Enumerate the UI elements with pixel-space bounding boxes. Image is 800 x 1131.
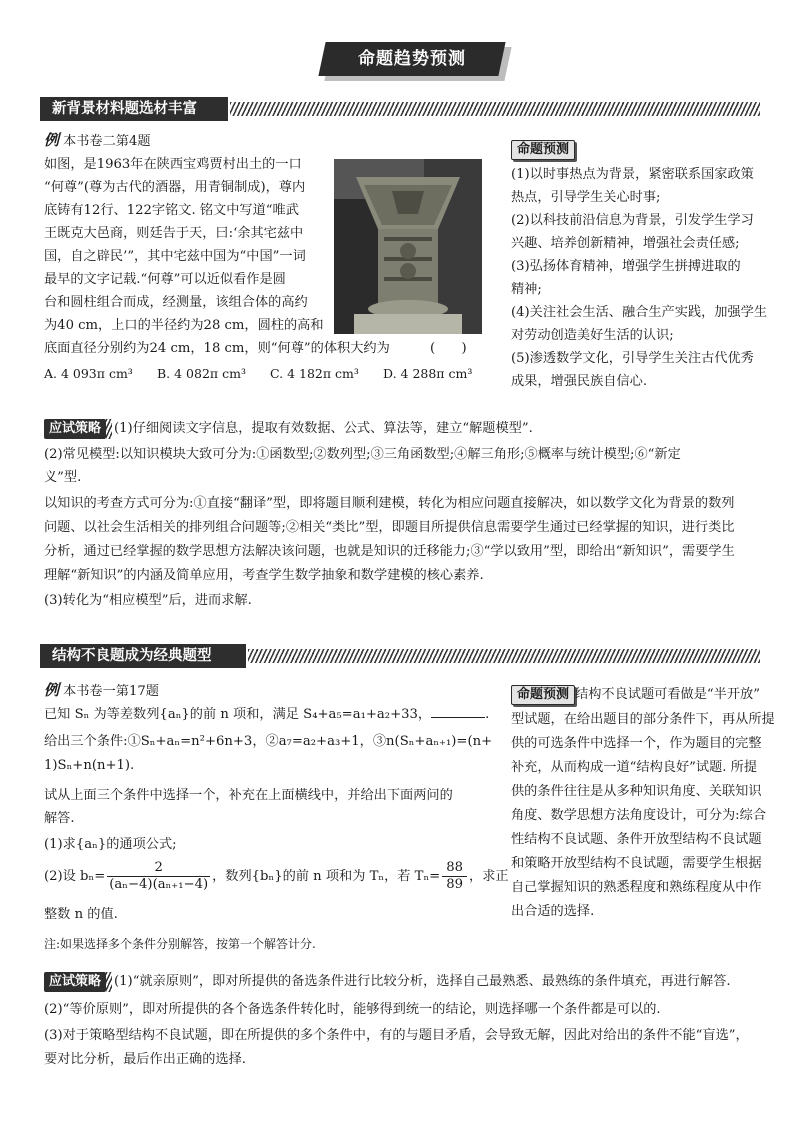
prediction-line: 性结构不良试题、条件开放型结构不良试题 (511, 832, 762, 847)
prediction-line: 供的条件往往是从多种知识角度、关联知识 (511, 784, 762, 799)
answer-blank (431, 706, 485, 718)
page-title: 命题趋势预测 (358, 49, 466, 69)
section1-heading: 新背景材料题选材丰富 (40, 97, 228, 121)
prediction-line: (2)以科技前沿信息为背景，引发学生学习 (511, 213, 754, 228)
prediction-line: 对劳动创造美好生活的认识; (511, 328, 674, 343)
strategy-line: (3)转化为“相应模型”后，进而求解. (44, 593, 252, 608)
problem-line: 底面直径分别约为24 cm，18 cm，则“何尊”的体积大约为 (44, 341, 390, 356)
answer-paren: ( ) (430, 341, 467, 356)
problem-line: 解答. (44, 811, 75, 826)
prediction-line: (5)渗透数学文化，引导学生关注古代优秀 (511, 351, 754, 366)
strategy-line: 问题、以社会生活相关的排列组合问题等;②相关“类比”型，即题目所提供信息需要学生通过已经掌握的知识，进行类比 (44, 520, 735, 535)
prediction-line: 热点，引导学生关心时事; (511, 190, 661, 205)
strategy-line: (2)“等价原则”，即对所提供的各个备选条件转化时，能够得到统一的结论，则选择哪一个条件都是可以的. (44, 1002, 661, 1017)
prediction-line: (3)弘扬体育精神，增强学生拼搏进取的 (511, 259, 741, 274)
question-2-line2: 整数 n 的值. (44, 907, 118, 922)
strategy-tag-stripe (106, 972, 112, 992)
prediction-line: 兴趣、培养创新精神，增强社会责任感; (511, 236, 740, 251)
option-a: A. 4 093π cm³ (44, 366, 133, 381)
answer-note: 注:如果选择多个条件分别解答，按第一个解答计分. (44, 937, 316, 951)
prediction-line: 出合适的选择. (511, 904, 595, 919)
problem-line: 底铸有12行、122字铭文. 铭文中写道“唯武 (44, 203, 299, 218)
prediction-line: 和策略开放型结构不良试题，需要学生根据 (511, 856, 762, 871)
strategy-line: (1)“就亲原则”，即对所提供的备选条件进行比较分析，选择自己最熟悉、最熟练的条件填充，再进行解答. (114, 974, 731, 989)
section2-stripe (248, 649, 760, 663)
question-2: (2)设 bₙ= $\frac{2}{\text{(aₙ−4)(aₙ₊₁−4)}}$ ，数列{bₙ}的前 n 项和为 Tₙ，若 Tₙ= $\frac{88}{89}$ ，求正 (44, 860, 509, 892)
strategy-block-2 (44, 972, 731, 992)
strategy-tag-stripe (106, 419, 112, 439)
prediction-block-2 (511, 685, 760, 705)
prediction-tag-2: 命题预测 (511, 685, 575, 705)
prediction-line: 角度、数学思想方法角度设计，可分为:综合 (511, 808, 767, 823)
fraction-tn: $\frac{88}{89}$ (442, 860, 467, 893)
problem-line: 王既克大邑商，则廷告于天，曰:‘余其宅兹中 (44, 226, 304, 241)
problem-line: 试从上面三个条件中选择一个，补充在上面横线中，并给出下面两问的 (44, 788, 453, 803)
section1-example-header (44, 130, 151, 152)
prediction-line: (4)关注社会生活、融合生产实践，加强学生 (511, 305, 768, 320)
problem-line: 已知 Sₙ 为等差数列{aₙ}的前 n 项和，满足 S₄+a₅=a₁+a₂+33， . (44, 707, 490, 722)
prediction-line: 补充，从而构成一道“结构良好”试题. 所提 (511, 760, 758, 775)
strategy-line: 要对比分析，最后作出正确的选择. (44, 1052, 247, 1067)
vessel-image (334, 159, 482, 334)
title-banner (318, 42, 505, 76)
strategy-line: 义”型. (44, 470, 82, 485)
prediction-line: 精神; (511, 282, 542, 297)
option-c: C. 4 182π cm³ (270, 366, 359, 381)
section2-heading: 结构不良题成为经典题型 (40, 644, 246, 668)
section1-stripe (230, 102, 760, 116)
strategy-block-1 (44, 419, 533, 439)
prediction-line: 结构不良试题可看做是“半开放” (575, 687, 760, 702)
problem-line: 给出三个条件:①Sₙ+aₙ=n²+6n+3，②a₇=a₂+a₃+1，③n(Sₙ+aₙ₊₁)=(n+ (44, 734, 493, 749)
fraction-bn: $\frac{2}{\text{(aₙ−4)(aₙ₊₁−4)}}$ (109, 860, 209, 892)
problem-line: 台和圆柱组合而成，经测量，该组合体的高约 (44, 295, 308, 310)
prediction-line: 供的可选条件中选择一个，作为题目的完整 (511, 736, 762, 751)
vessel-photo (334, 159, 482, 334)
option-d: D. 4 288π cm³ (383, 366, 473, 381)
prediction-tag-1: 命题预测 (511, 140, 575, 160)
strategy-tag-2: 应试策略 (44, 972, 106, 992)
prediction-line: 成果，增强民族自信心. (511, 374, 648, 389)
problem-line: 1)Sₙ+n(n+1). (44, 758, 135, 773)
problem-line: “何尊”(尊为古代的酒器，用青铜制成)，尊内 (44, 180, 306, 195)
strategy-line: 理解“新知识”的内涵及简单应用，考查学生数学抽象和数学建模的核心素养. (44, 568, 484, 583)
example-label: 例 (44, 681, 60, 699)
option-b: B. 4 082π cm³ (157, 366, 246, 381)
example-source: 本书卷一第17题 (63, 684, 159, 699)
problem-line: 最早的文字记载.“何尊”可以近似看作是圆 (44, 272, 286, 287)
strategy-line: (2)常见模型:以知识模块大致可分为:①函数型;②数列型;③三角函数型;④解三角形;⑤概率与统计模型;⑥“新定 (44, 447, 681, 462)
example-label: 例 (44, 131, 60, 149)
strategy-line: 以知识的考查方式可分为:①直接“翻译”型，即将题目顺利建模，转化为相应问题直接解决，如以数学文化为背景的数列 (44, 496, 735, 511)
problem-line: 国，自之辟民’”，其中宅兹中国为“中国”一词 (44, 249, 306, 264)
section2-example-header (44, 680, 159, 702)
prediction-line: (1)以时事热点为背景，紧密联系国家政策 (511, 167, 754, 182)
strategy-tag-1: 应试策略 (44, 419, 106, 439)
prediction-line: 自己掌握知识的熟悉程度和熟练程度从中作 (511, 880, 762, 895)
example-source: 本书卷二第4题 (63, 134, 151, 149)
strategy-line: (3)对于策略型结构不良试题，即在所提供的多个条件中，有的与题目矛盾，会导致无解，因此对给出的条件不能“盲选”， (44, 1028, 749, 1043)
strategy-line: (1)仔细阅读文字信息，提取有效数据、公式、算法等，建立“解题模型”. (114, 421, 533, 436)
problem-line: 为40 cm，上口的半径约为28 cm，圆柱的高和 (44, 318, 324, 333)
strategy-line: 分析，通过已经掌握的数学思想方法解决该问题，也就是知识的迁移能力;③“学以致用”型，即给出“新知识”，需要学生 (44, 544, 735, 559)
prediction-line: 型试题，在给出题目的部分条件下，再从所提 (511, 712, 775, 727)
problem-line: 如图，是1963年在陕西宝鸡贾村出土的一口 (44, 157, 302, 172)
question-1: (1)求{aₙ}的通项公式; (44, 837, 177, 852)
